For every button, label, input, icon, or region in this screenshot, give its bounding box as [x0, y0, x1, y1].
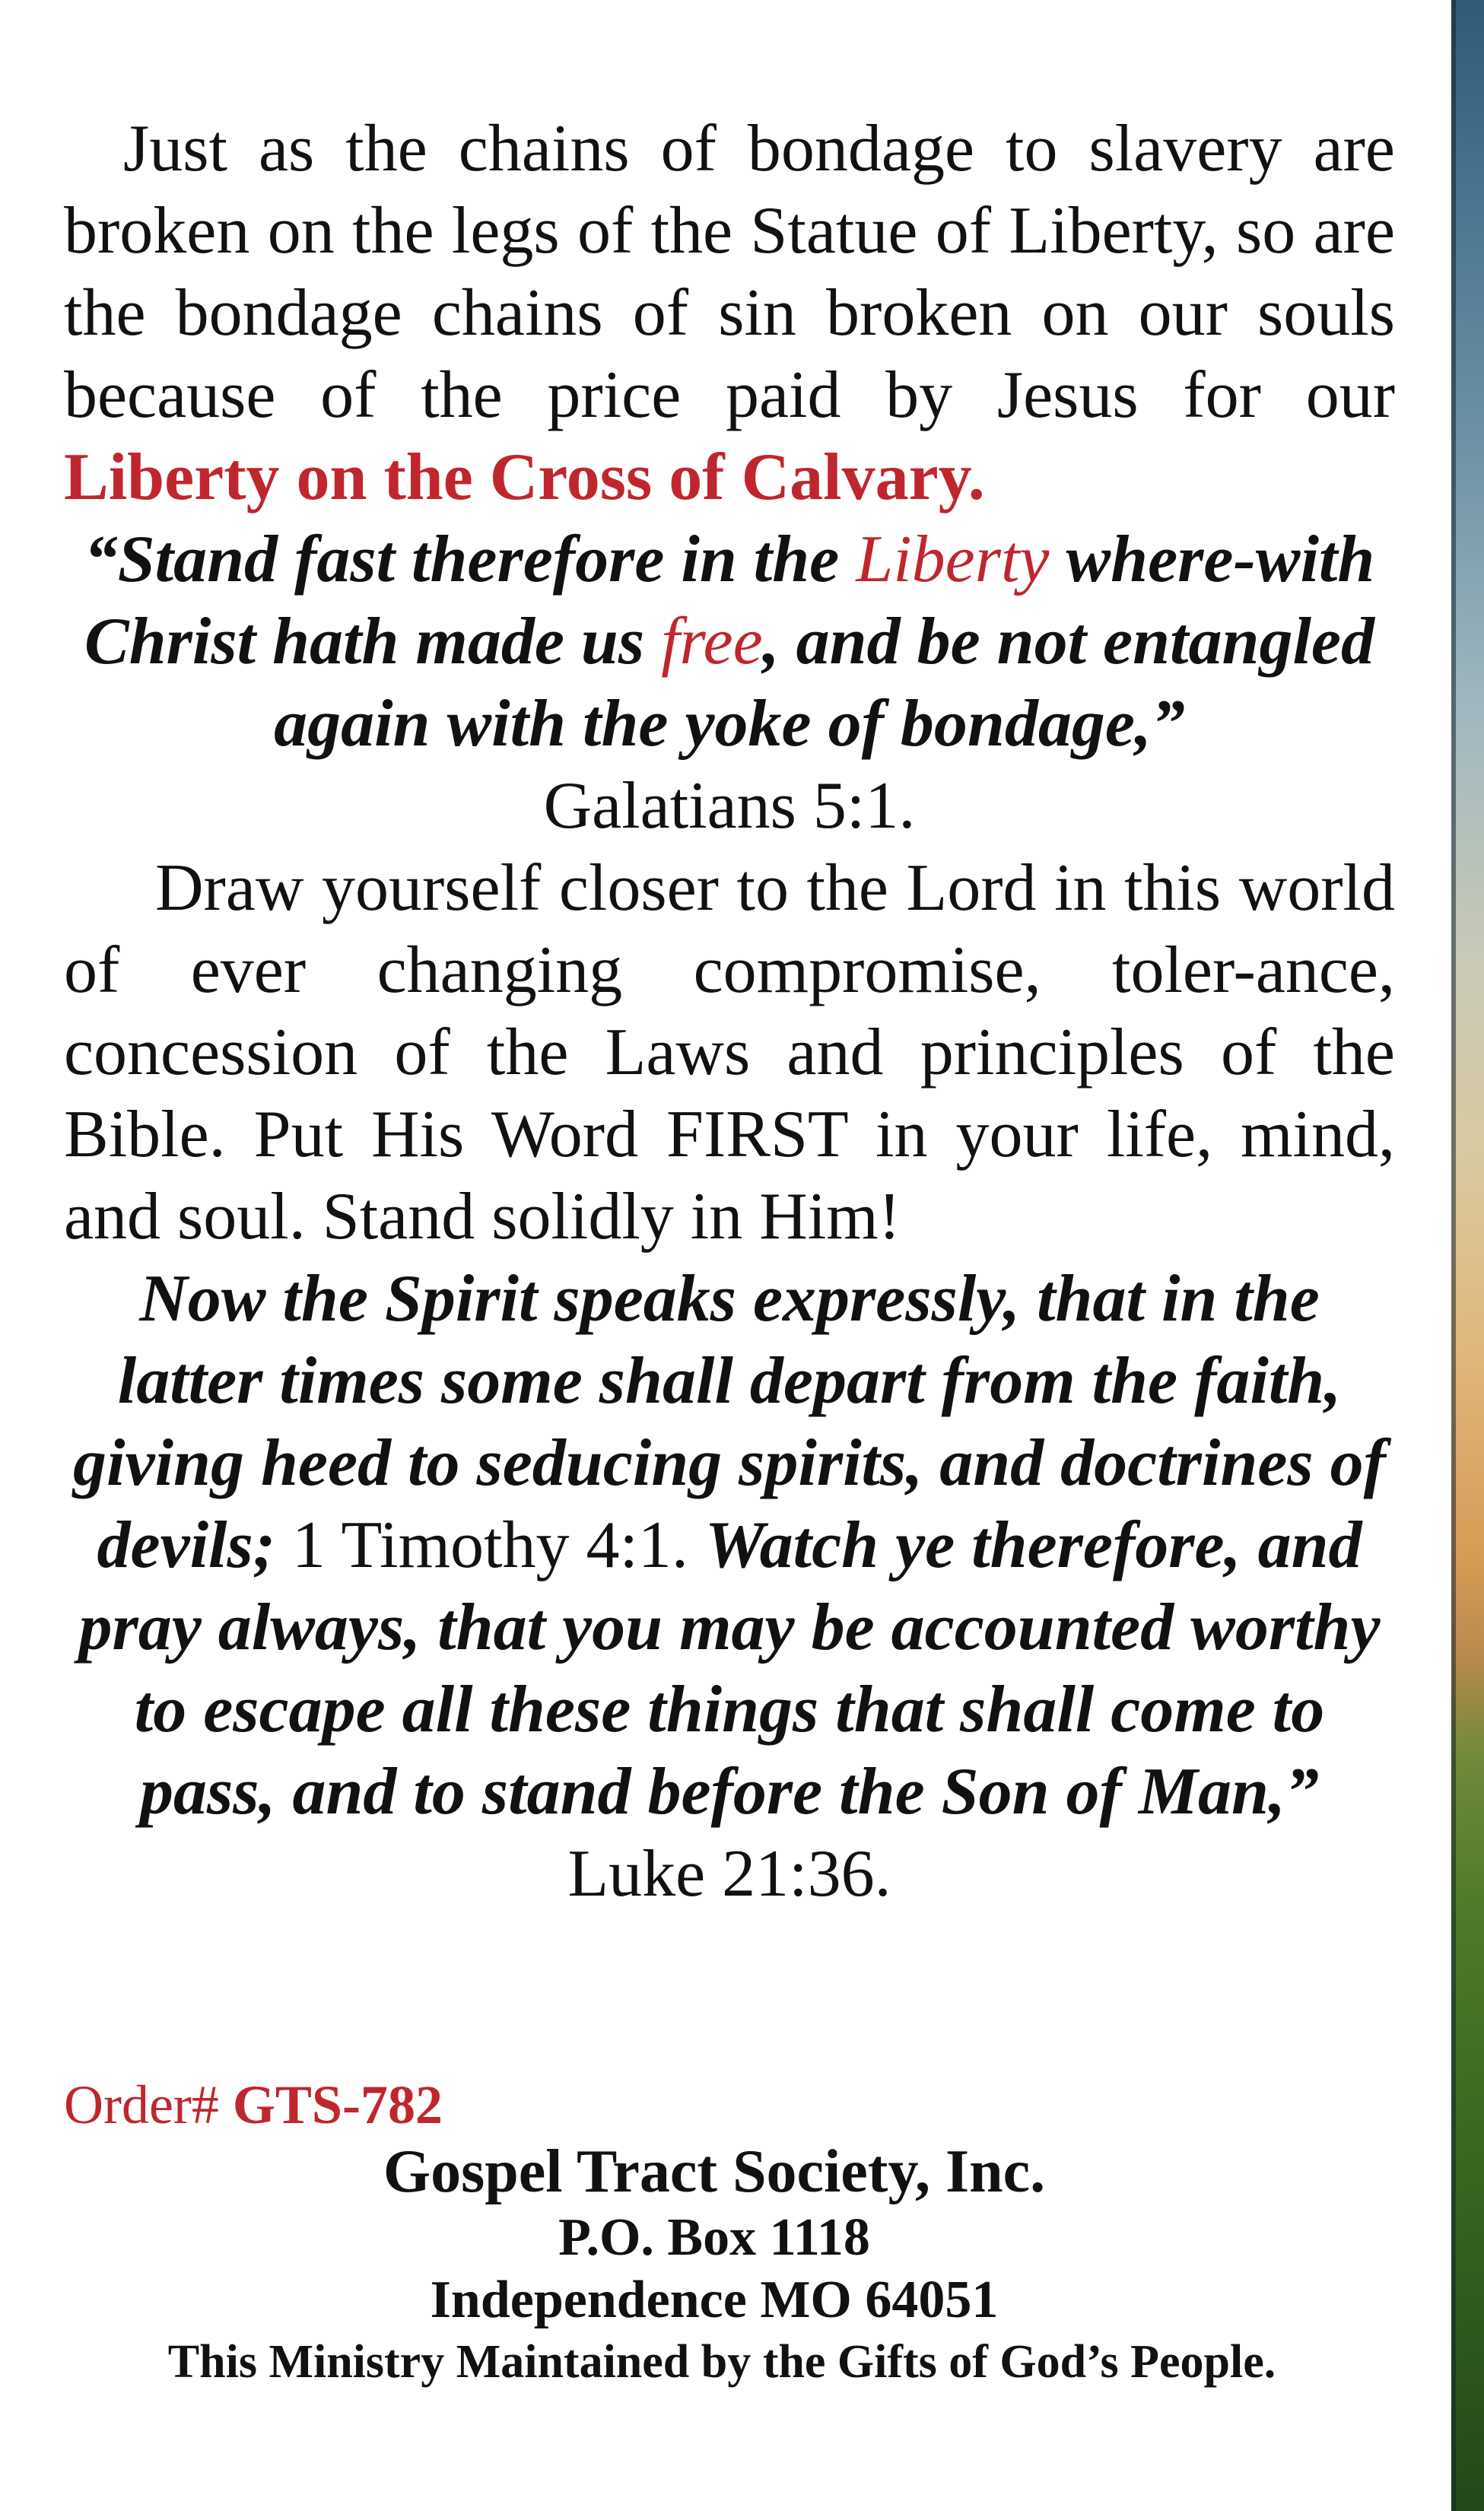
verse-timothy-luke	[64, 1258, 1395, 1915]
verse-galatians-part3: , and be not entangled again with the yoke of bondage,”	[274, 605, 1374, 761]
tract-content	[64, 108, 1395, 1915]
verse-free-highlight: free	[661, 605, 763, 679]
paragraph-draw-closer: Draw yourself closer to the Lord in this world of ever changing compromise, toler-ance, concession of the Laws and principles of the Bible. Put His Word FIRST in your life, mind, and soul. Stand solidly in Him!	[64, 851, 1395, 1254]
verse-luke-reference: Luke 21:36.	[567, 1837, 891, 1911]
verse-timothy-reference: 1 Timothy 4:1.	[275, 1508, 705, 1582]
verse-galatians	[64, 519, 1395, 847]
order-label: Order#	[64, 2074, 233, 2135]
liberty-cross-highlight: Liberty on the Cross of Calvary.	[64, 440, 985, 514]
ministry-statement: This Ministry Maintained by the Gifts of God’s People.	[167, 2336, 1276, 2388]
tract-footer	[64, 2073, 1395, 2392]
verse-liberty-highlight: Liberty	[856, 523, 1050, 596]
verse-galatians-part2: where-with Christ hath made us	[84, 523, 1375, 679]
city-address: Independence MO 64051	[430, 2271, 999, 2329]
paragraph-liberty	[64, 108, 1395, 519]
order-line	[64, 2073, 1395, 2137]
photo-edge-strip	[1451, 0, 1484, 2511]
verse-timothy-text: Now the Spirit speaks expressly, that in the latter times some shall depart from the faith, giving heed to seducing spirits, and doctrines of devils;	[73, 1262, 1386, 1582]
verse-luke-text: Watch ye therefore, and pray always, that you may be accounted worthy to escape all these things that shall come to pass, and to stand before the Son of Man,”	[78, 1508, 1381, 1829]
order-number: GTS-782	[232, 2074, 443, 2135]
paragraph-liberty-text: Just as the chains of bondage to slavery are broken on the legs of the Statue of Liberty, so are the bondage chains of sin broken on our souls because of the price paid by Jesus for our	[64, 112, 1395, 432]
organization-name: Gospel Tract Society, Inc.	[383, 2138, 1046, 2205]
po-box: P.O. Box 1118	[558, 2208, 870, 2267]
verse-galatians-part1: “Stand fast therefore in the	[84, 523, 856, 596]
verse-galatians-reference: Galatians 5:1.	[543, 769, 916, 843]
